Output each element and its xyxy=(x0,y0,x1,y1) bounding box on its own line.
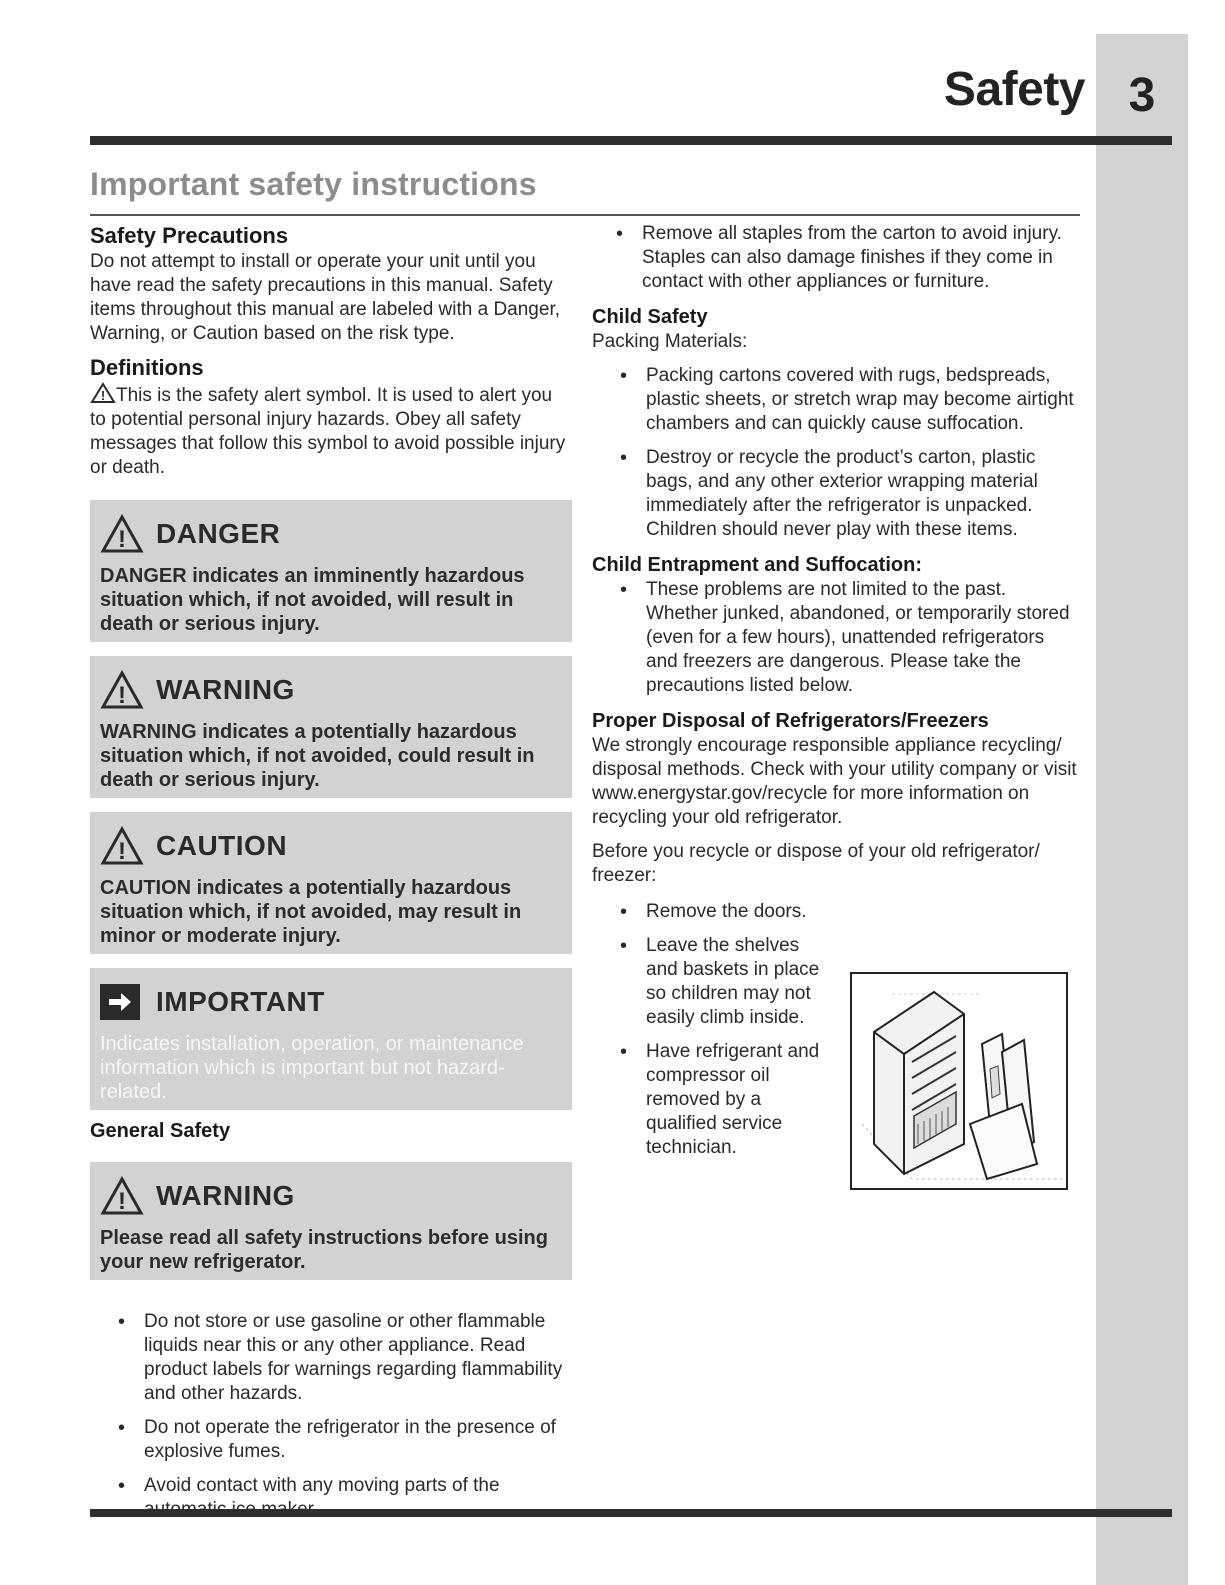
important-label: IMPORTANT xyxy=(156,986,325,1017)
list-item: • Leave the shelves and baskets in place so children may not easily climb inside. xyxy=(592,934,822,1030)
svg-text:!: ! xyxy=(118,682,126,709)
disposal-heading: Proper Disposal of Refrigerators/Freezers xyxy=(592,710,989,732)
definitions-text: This is the safety alert symbol. It is used to alert you to potential personal injury hazards. Obey all safety messages that follow this symbol to avoid possible injury or death. xyxy=(90,385,566,478)
svg-text:!: ! xyxy=(100,388,106,403)
list-item: • Avoid contact with any moving parts of the xyxy=(90,1474,572,1522)
list-item: • Packing cartons covered with rugs, bedspreads, plastic sheets, or stretch wrap may become airtight chambers and can quickly cause suffocation. xyxy=(592,364,1078,436)
definitions-heading: Definitions xyxy=(90,355,204,380)
disposal-list xyxy=(592,900,822,1160)
general-safety-list xyxy=(90,1310,572,1522)
definitions-paragraph xyxy=(90,382,572,480)
left-column xyxy=(90,222,572,1532)
section-header: Safety xyxy=(943,63,1085,116)
svg-text:!: ! xyxy=(118,1188,126,1215)
entrapment-heading: Child Entrapment and Suffocation: xyxy=(592,554,922,576)
top-divider xyxy=(90,136,1172,145)
warning-triangle-icon xyxy=(100,826,144,866)
child-safety-heading: Child Safety xyxy=(592,306,708,328)
warning-triangle-icon xyxy=(100,1176,144,1216)
caution-label: CAUTION xyxy=(156,830,288,861)
list-item: • Do not store or use gasoline or other flammable liquids near this or any other appliance. Read product labels for warnings regarding flammability and other hazards. xyxy=(90,1310,572,1406)
danger-text: DANGER indicates an imminently hazardous situation which, if not avoided, will result in death or serious injury. xyxy=(100,565,525,635)
list-item: • These problems are not limited to the past. Whether junked, abandoned, or temporarily stored (even for a few hours), unattended refrigerators and freezers are dangerous. Please take the precautions listed below. xyxy=(592,578,1078,698)
side-tab-strip xyxy=(1096,34,1188,1585)
safety-precautions-text: Do not attempt to install or operate your unit until you have read the safety precautions in this manual. Safety items throughout this manual are labeled with a Danger, Warning, or Caution based on the risk type. xyxy=(90,251,560,344)
general-warning-text: Please read all safety instructions before using your new refrigerator. xyxy=(100,1227,548,1273)
important-box xyxy=(90,968,572,1110)
caution-box xyxy=(90,812,572,954)
disposal-text: We strongly encourage responsible appliance recycling/ disposal methods. Check with your utility company or visit www.energystar.gov/recycle for more information on recycling your old refrigerator. xyxy=(592,735,1077,828)
general-warning-label: WARNING xyxy=(156,1180,295,1211)
svg-text:!: ! xyxy=(118,838,126,865)
staples-list xyxy=(588,222,1078,294)
refrigerator-illustration xyxy=(850,972,1068,1190)
arrow-right-box-icon xyxy=(100,984,140,1020)
list-item: • Destroy or recycle the product’s carton, plastic bags, and any other exterior wrapping material immediately after the refrigerator is unpacked. Children should never play with these items. xyxy=(592,446,1078,542)
list-item: • Remove the doors. xyxy=(592,900,822,924)
page-number: 3 xyxy=(1128,69,1156,122)
packing-materials-label: Packing Materials: xyxy=(592,331,748,352)
list-item: • Do not operate the refrigerator in the presence of explosive fumes. xyxy=(90,1416,572,1464)
before-recycle-text: Before you recycle or dispose of your old refrigerator/ freezer: xyxy=(592,841,1040,886)
title-divider xyxy=(90,214,1080,216)
warning-text: WARNING indicates a potentially hazardous situation which, if not avoided, could result in death or serious injury. xyxy=(100,721,535,791)
packing-list xyxy=(592,364,1078,542)
page-title: Important safety instructions xyxy=(90,166,537,202)
warning-label: WARNING xyxy=(156,674,295,705)
caution-text: CAUTION indicates a potentially hazardous situation which, if not avoided, may result in minor or moderate injury. xyxy=(100,877,522,947)
general-safety-heading: General Safety xyxy=(90,1120,231,1142)
list-item: • Remove all staples from the carton to avoid injury. Staples can also damage finishes if they come in contact with other appliances or furniture. xyxy=(588,222,1078,294)
warning-triangle-icon xyxy=(100,514,144,554)
entrapment-list xyxy=(592,578,1078,698)
danger-label: DANGER xyxy=(156,518,281,549)
list-item: • Have refrigerant and compressor oil removed by a qualified service technician. xyxy=(592,1040,822,1160)
svg-text:!: ! xyxy=(118,526,126,553)
warning-box xyxy=(90,656,572,798)
bottom-divider xyxy=(90,1509,1172,1517)
danger-box xyxy=(90,500,572,642)
important-text: Indicates installation, operation, or maintenance information which is important but not hazard-related. xyxy=(100,1033,524,1103)
safety-alert-icon xyxy=(90,382,116,404)
warning-triangle-icon xyxy=(100,670,144,710)
general-warning-box xyxy=(90,1162,572,1280)
safety-precautions-heading: Safety Precautions xyxy=(90,223,289,248)
